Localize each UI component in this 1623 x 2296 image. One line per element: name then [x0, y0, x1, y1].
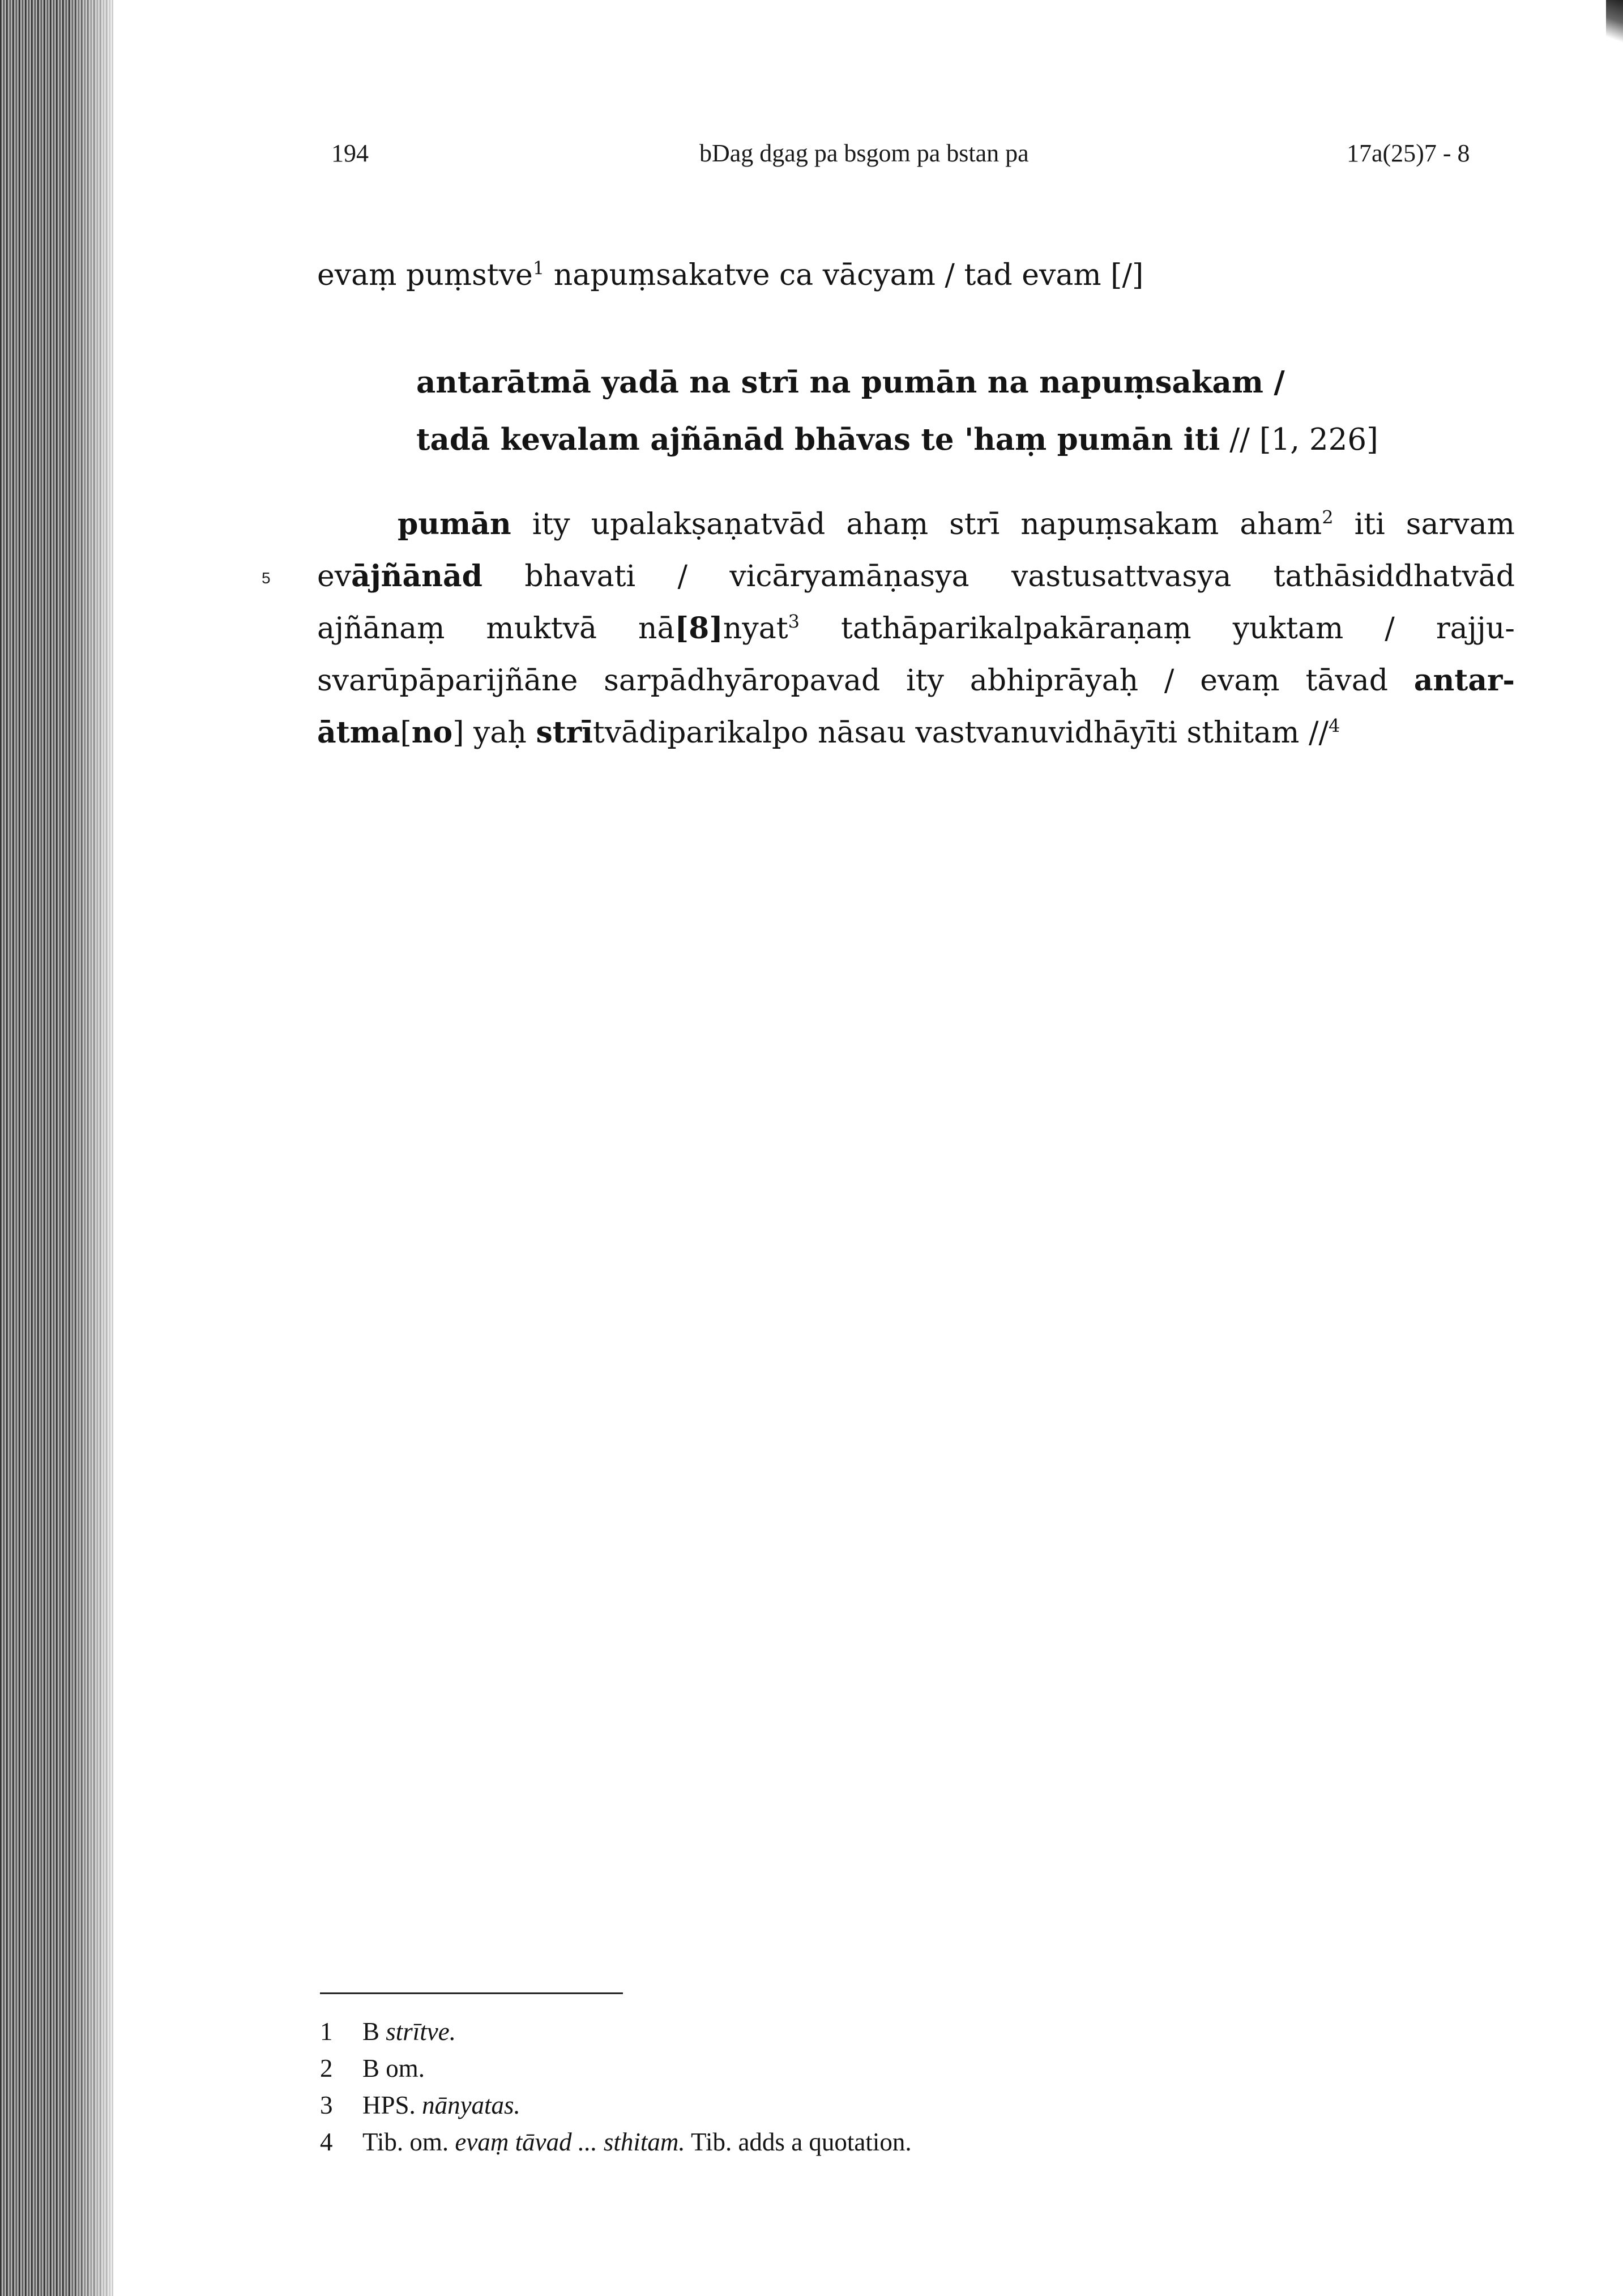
footnote-rule — [320, 1992, 623, 1994]
footnote-italic: nānyatas. — [422, 2091, 520, 2119]
lemma: pumān — [398, 507, 511, 541]
running-title: bDag dgag pa bsgom pa bstan pa — [699, 139, 1029, 167]
folio-marker: [8] — [674, 611, 723, 646]
footnote-number: 2 — [320, 2054, 333, 2082]
footnotes — [320, 2013, 1339, 2161]
line-number: 5 — [262, 569, 271, 587]
footnote-number: 3 — [320, 2091, 333, 2119]
folio-reference: 17a(25)7 - 8 — [1347, 139, 1470, 167]
commentary-text: [ — [400, 716, 412, 750]
commentary-text: iti sarvam — [1333, 507, 1515, 541]
commentary-text: tvādiparikalpo nāsau vastvanuvidhāyīti sthitam // — [592, 716, 1329, 750]
footnote-number: 1 — [320, 2017, 333, 2046]
footnote-text: B om. — [362, 2054, 425, 2082]
intro-text: evaṃ puṃstve — [317, 258, 533, 292]
lemma: strī — [536, 715, 593, 750]
lemma: antar- — [1413, 663, 1515, 698]
footnote-ref: 1 — [532, 257, 545, 279]
footnote — [320, 2124, 1339, 2161]
commentary-line — [317, 498, 1515, 550]
intro-line — [317, 249, 1515, 301]
commentary-text: ity upalakṣaṇatvād ahaṃ strī napuṃsakam aham — [511, 507, 1322, 541]
verse-line — [416, 354, 1521, 411]
verse-line — [416, 411, 1521, 468]
commentary-line — [317, 603, 1515, 655]
running-header — [0, 139, 1623, 173]
commentary-text: tathāparikalpakāraṇaṃ yuktam / rajju- — [800, 612, 1515, 646]
footnote — [320, 2087, 1339, 2124]
scan-corner-shadow — [1606, 0, 1623, 51]
verse-reference: // [1, 226] — [1220, 423, 1378, 457]
commentary-paragraph — [317, 498, 1515, 759]
lemma: ātma — [317, 715, 400, 750]
commentary-text: ] yaḥ — [452, 716, 536, 750]
footnote-text: B — [362, 2017, 386, 2046]
commentary-text: nyat — [723, 612, 788, 646]
footnote-ref: 4 — [1329, 715, 1340, 737]
footnote-text: Tib. om. — [362, 2128, 455, 2156]
verse-block — [416, 354, 1521, 468]
footnote-italic: strītve. — [386, 2017, 456, 2046]
footnote — [320, 2013, 1339, 2050]
footnote — [320, 2050, 1339, 2087]
footnote-italic: evaṃ tāvad ... sthitam. — [455, 2128, 685, 2156]
footnote-ref: 3 — [788, 611, 800, 633]
intro-text: napuṃsakatve ca vācyam / tad evam [/] — [544, 258, 1144, 292]
footnote-ref: 2 — [1322, 506, 1334, 528]
footnote-text: Tib. adds a quotation. — [685, 2128, 912, 2156]
commentary-line — [317, 550, 1515, 603]
commentary-line — [317, 707, 1515, 759]
gutter-fade — [68, 0, 119, 2296]
footnote-number: 4 — [320, 2128, 333, 2156]
lemma: ājñānād — [351, 559, 483, 594]
page-number: 194 — [331, 139, 369, 167]
footnote-text: HPS. — [362, 2091, 422, 2119]
commentary-text: svarūpāparijñāne sarpādhyāropavad ity abhiprāyaḥ / evaṃ tāvad — [317, 664, 1414, 698]
commentary-line — [317, 655, 1515, 707]
commentary-text: ajñānaṃ muktvā nā — [317, 612, 675, 646]
verse-text: tadā kevalam ajñānād bhāvas te 'haṃ pumān iti — [416, 422, 1220, 457]
commentary-text: bhavati / vicāryamāṇasya vastusattvasya tathāsiddhatvād — [482, 560, 1515, 594]
lemma: no — [411, 715, 453, 750]
verse-text: antarātmā yadā na strī na pumān na napuṃsakam / — [416, 365, 1285, 400]
commentary-text: ev — [317, 560, 352, 594]
